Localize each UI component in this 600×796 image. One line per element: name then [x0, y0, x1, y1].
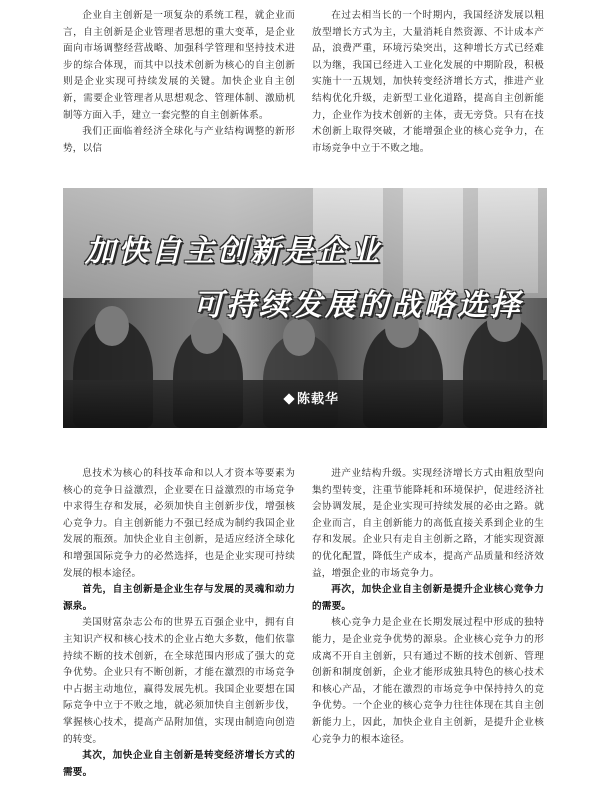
paragraph: 我们正面临着经济全球化与产业结构调整的新形势，以信: [63, 126, 295, 154]
paragraph: 息技术为核心的科技革命和以人才资本等要素为核心的竞争日益激烈，企业要在日益激烈的市场竞争中求得生存和发展，必须加快自主创新步伐，增强核心竞争力。自主创新能力不强已经成为制约我国企业发展的瓶颈。加快企业自主创新，是适应经济全球化和增强国际竞争力的必然选择，也是企业实现可持续发展的根本途径。: [63, 468, 295, 579]
paragraph: 在过去相当长的一个时期内，我国经济发展以粗放型增长方式为主，大量消耗自然资源、不计成本产品，浪费严重，环境污染突出，这种增长方式已经难以为继，我国已经进入工业化发展的中期阶段，积极实施十一五规划，加快转变经济增长方式，推进产业结构优化升级，走新型工业化道路，提高自主创新能力，企业作为技术创新的主体，责无旁贷。只有在技术创新上取得突破，才能增强企业的核心竞争力，在市场竞争中立于不败之地。: [312, 10, 544, 154]
paragraph: 进产业结构升级。实现经济增长方式由粗放型向集约型转变，注重节能降耗和环境保护，促进经济社会协调发展，是企业实现可持续发展的必由之路。就企业而言，自主创新能力的高低直接关系到企业的生存和发展。企业只有走自主创新之路，才能实现资源的优化配置，降低生产成本，提高产品质量和经济效益，增强企业的市场竞争力。: [312, 468, 544, 579]
article-column-bottom-right: [312, 466, 544, 748]
article-byline: [285, 388, 339, 407]
diamond-icon: [283, 393, 294, 404]
article-title-line-2: 可持续发展的战略选择: [193, 288, 523, 323]
photo-head: [95, 306, 129, 346]
article-column-top-left: [63, 8, 295, 157]
section-heading: 首先，自主创新是企业生存与发展的灵魂和动力源泉。: [63, 584, 295, 612]
paragraph: 美国财富杂志公布的世界五百强企业中，拥有自主知识产权和核心技术的企业占绝大多数，他们依靠持续不断的技术创新，在全球范围内形成了强大的竞争优势。企业只有不断创新，才能在激烈的市场竞争中占据主动地位，赢得发展先机。我国企业要想在国际竞争中立于不败之地，就必须加快自主创新步伐，掌握核心技术，提高产品附加值，实现由制造向创造的转变。: [63, 617, 295, 745]
author-name: 陈载华: [297, 392, 340, 407]
article-column-top-right: [312, 8, 544, 157]
photo-window: [478, 188, 538, 293]
photo-window: [403, 188, 463, 293]
article-title-line-1: 加快自主创新是企业: [85, 234, 382, 269]
article-column-bottom-left: [63, 466, 295, 781]
article-banner-photo: [63, 188, 547, 428]
section-heading: 其次，加快企业自主创新是转变经济增长方式的需要。: [63, 750, 295, 778]
paragraph: 企业自主创新是一项复杂的系统工程，就企业而言，自主创新是企业管理者思想的重大变革，是企业面向市场调整经营战略、加强科学管理和坚持技术进步的综合体现，而其中以技术创新为核心的自主创新则是企业实现可持续发展的关键。加快企业自主创新，需要企业管理者从思想观念、管理体制、激励机制等方面入手，建立一套完整的自主创新体系。: [63, 10, 295, 121]
section-heading: 再次，加快企业自主创新是提升企业核心竞争力的需要。: [312, 584, 544, 612]
paragraph: 核心竞争力是企业在长期发展过程中形成的独特能力，是企业竞争优势的源泉。企业核心竞争力的形成离不开自主创新，只有通过不断的技术创新、管理创新和制度创新，企业才能形成独具特色的核心技术和核心产品，才能在激烈的市场竞争中保持持久的竞争优势。一个企业的核心竞争力往往体现在其自主创新能力上，因此，加快企业自主创新，是提升企业核心竞争力的根本途径。: [312, 617, 544, 745]
